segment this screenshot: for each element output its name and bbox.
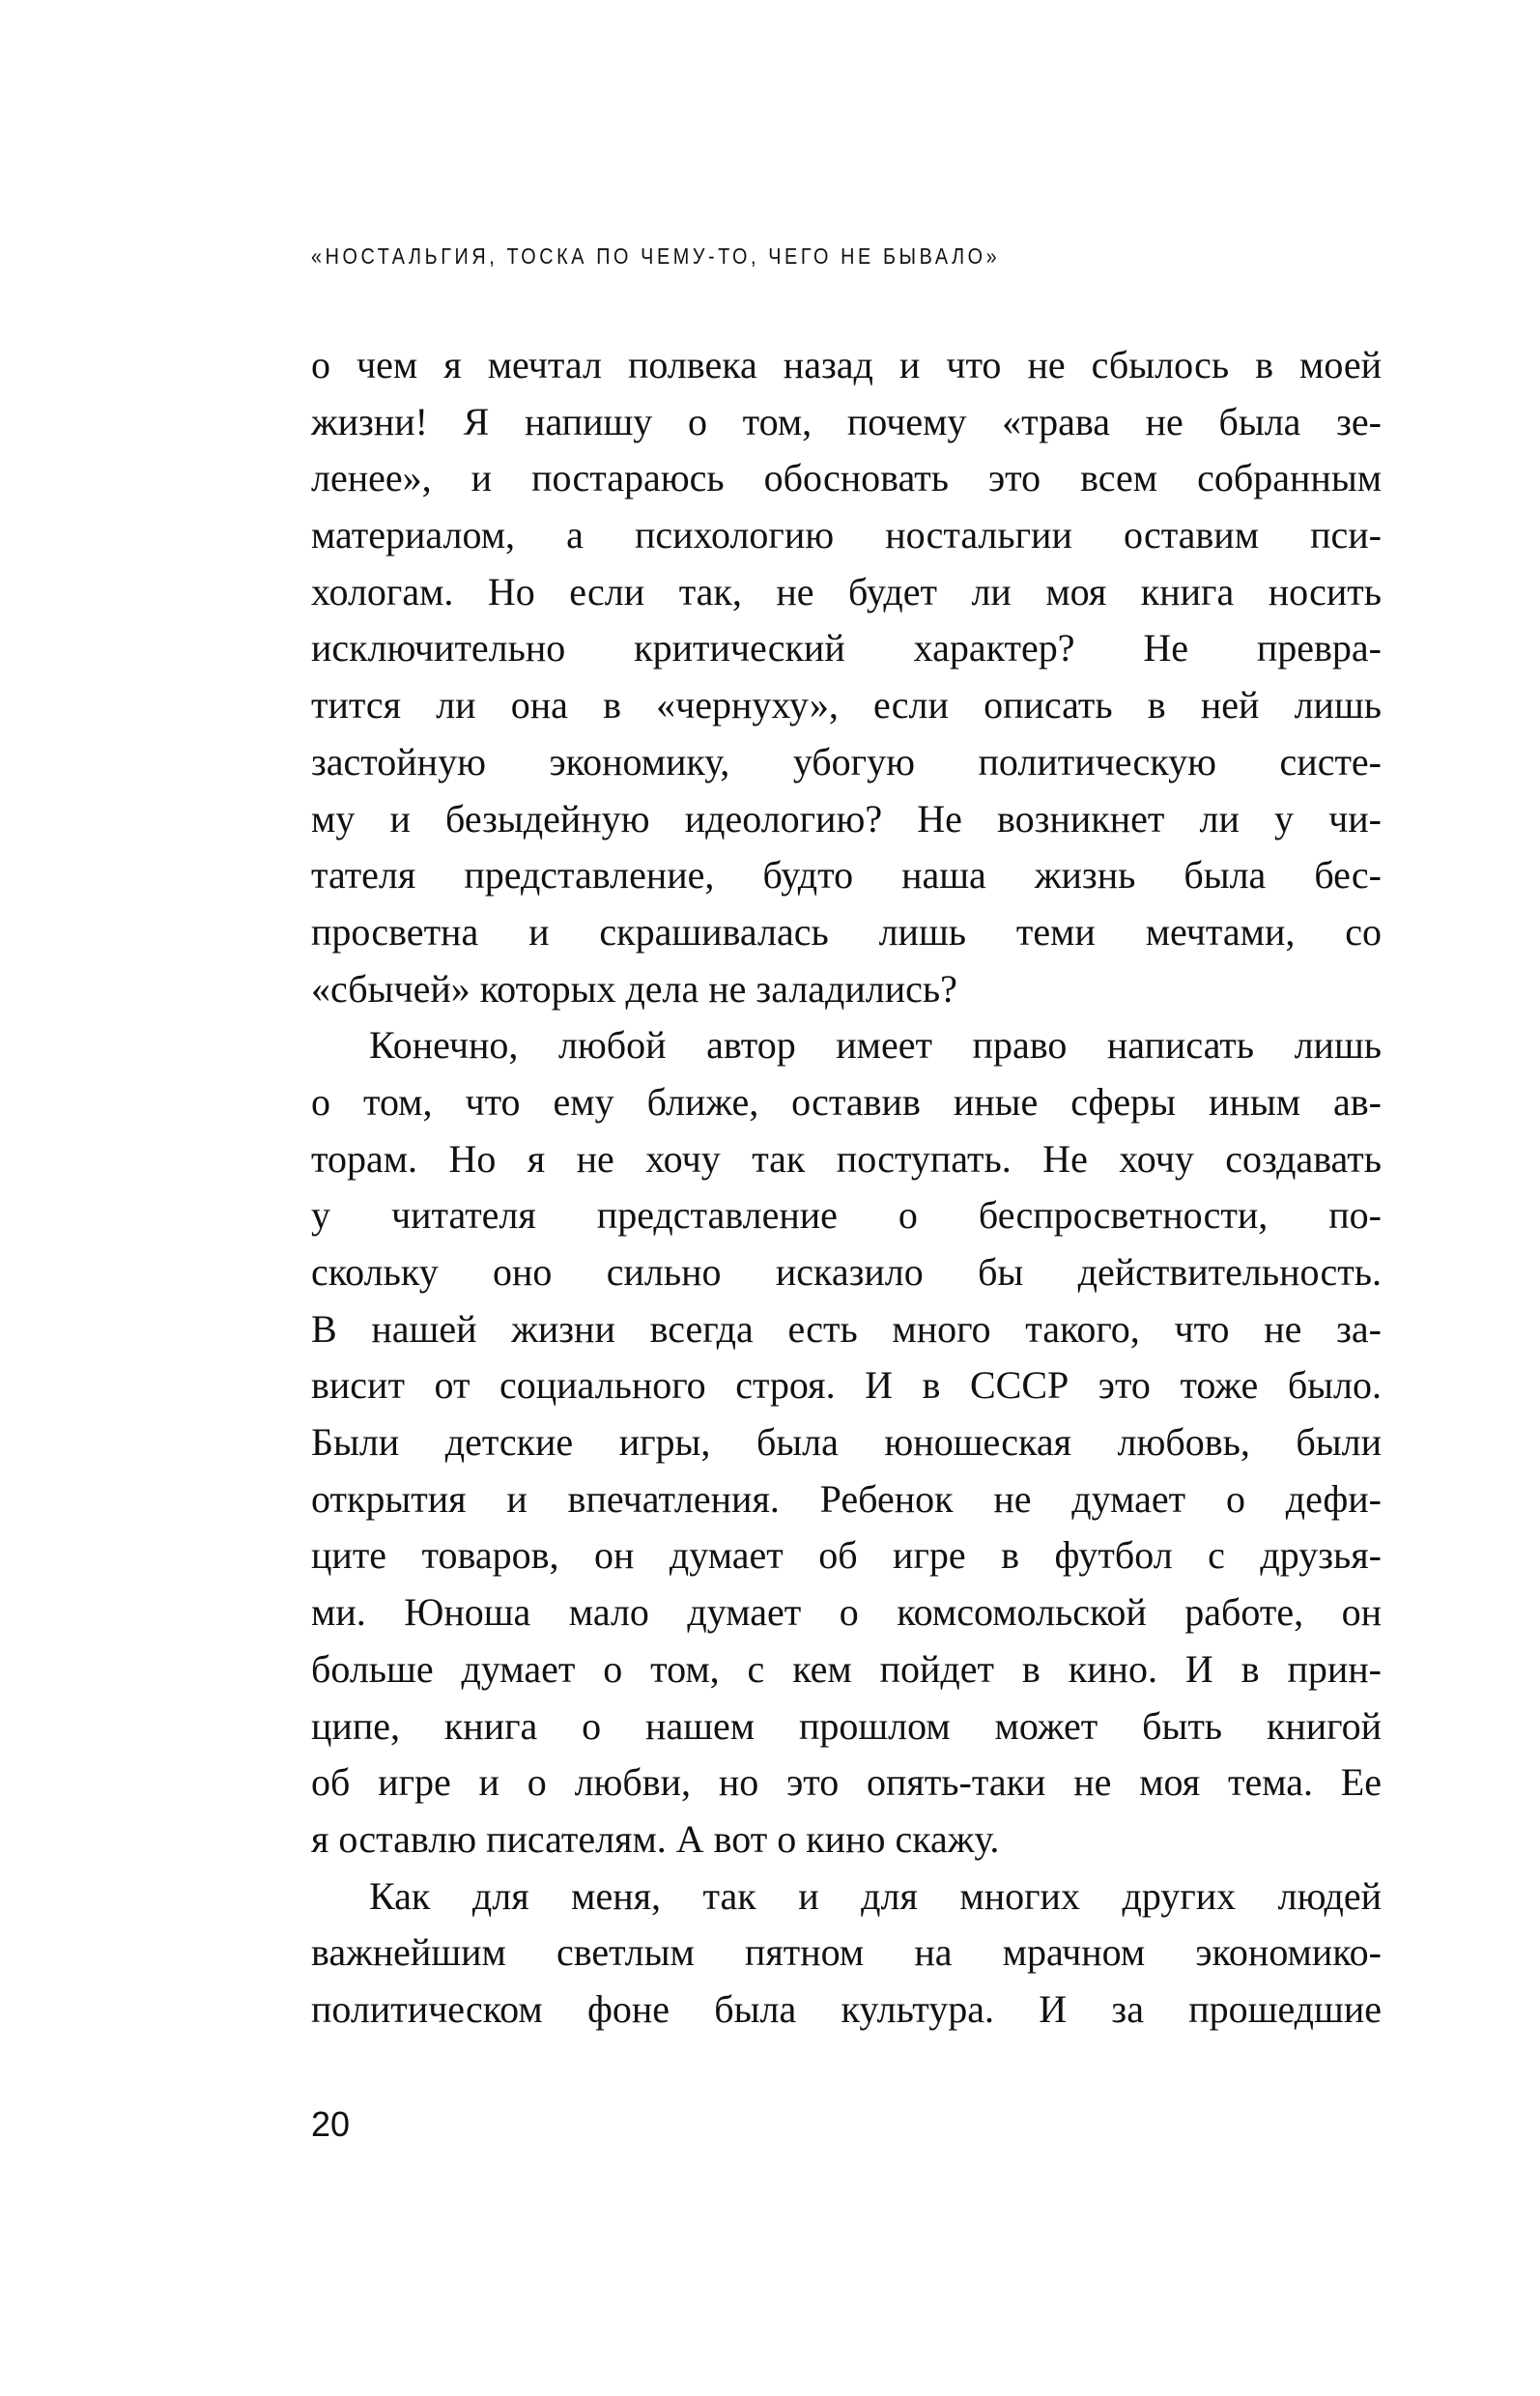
- text-line: Были детские игры, была юношеская любовь, были: [311, 1420, 1382, 1465]
- paragraph: [311, 1017, 1382, 1868]
- page-body-text: [311, 337, 1382, 2039]
- text-line: важнейшим светлым пятном на мрачном экономико-: [311, 1930, 1382, 1975]
- text-line: исключительно критический характер? Не превра-: [311, 626, 1382, 670]
- text-line: я оставлю писателям. А вот о кино скажу.: [311, 1816, 1000, 1861]
- text-line: хологам. Но если так, не будет ли моя книга носить: [311, 569, 1382, 613]
- text-line: у читателя представление о беспросветности, по-: [311, 1193, 1382, 1238]
- text-line: му и безыдейную идеологию? Не возникнет ли у чи-: [311, 796, 1382, 841]
- text-line: скольку оно сильно исказило бы действительность.: [311, 1250, 1382, 1294]
- text-line: просветна и скрашивалась лишь теми мечтами, со: [311, 909, 1382, 954]
- text-line: торам. Но я не хочу так поступать. Не хочу создавать: [311, 1136, 1382, 1181]
- text-line: о том, что ему ближе, оставив иные сферы иным ав-: [311, 1079, 1382, 1124]
- text-line: Конечно, любой автор имеет право написать лишь: [369, 1023, 1382, 1068]
- text-line: ците товаров, он думает об игре в футбол с друзья-: [311, 1533, 1382, 1578]
- text-line: тателя представление, будто наша жизнь была бес-: [311, 853, 1382, 898]
- text-line: тится ли она в «чернуху», если описать в ней лишь: [311, 683, 1382, 727]
- text-line: об игре и о любви, но это опять-таки не моя тема. Ее: [311, 1760, 1382, 1805]
- text-line: материалом, а психологию ностальгии оставим пси-: [311, 513, 1382, 557]
- text-line: открытия и впечатления. Ребенок не думает о дефи-: [311, 1476, 1382, 1521]
- text-line: ленее», и постараюсь обосновать это всем собранным: [311, 456, 1382, 500]
- text-line: В нашей жизни всегда есть много такого, что не за-: [311, 1306, 1382, 1351]
- text-line: ципе, книга о нашем прошлом может быть книгой: [311, 1703, 1382, 1748]
- text-line: застойную экономику, убогую политическую систе-: [311, 739, 1382, 784]
- text-line: висит от социального строя. И в СССР это тоже было.: [311, 1363, 1382, 1408]
- text-line: о чем я мечтал полвека назад и что не сбылось в моей: [311, 343, 1382, 386]
- paragraph: [311, 1868, 1382, 2039]
- text-line: Как для меня, так и для многих других людей: [369, 1873, 1382, 1918]
- paragraph: [311, 337, 1382, 1017]
- text-line: больше думает о том, с кем пойдет в кино. И в прин-: [311, 1646, 1382, 1691]
- page-number: 20: [311, 2104, 351, 2144]
- running-header: «НОСТАЛЬГИЯ, ТОСКА ПО ЧЕМУ-ТО, ЧЕГО НЕ БЫВАЛО»: [311, 243, 1001, 269]
- text-line: жизни! Я напишу о том, почему «трава не была зе-: [311, 399, 1382, 443]
- text-line: «сбычей» которых дела не заладились?: [311, 966, 957, 1011]
- text-line: ми. Юноша мало думает о комсомольской работе, он: [311, 1590, 1382, 1635]
- text-line: политическом фоне была культура. И за прошедшие: [311, 1986, 1382, 2031]
